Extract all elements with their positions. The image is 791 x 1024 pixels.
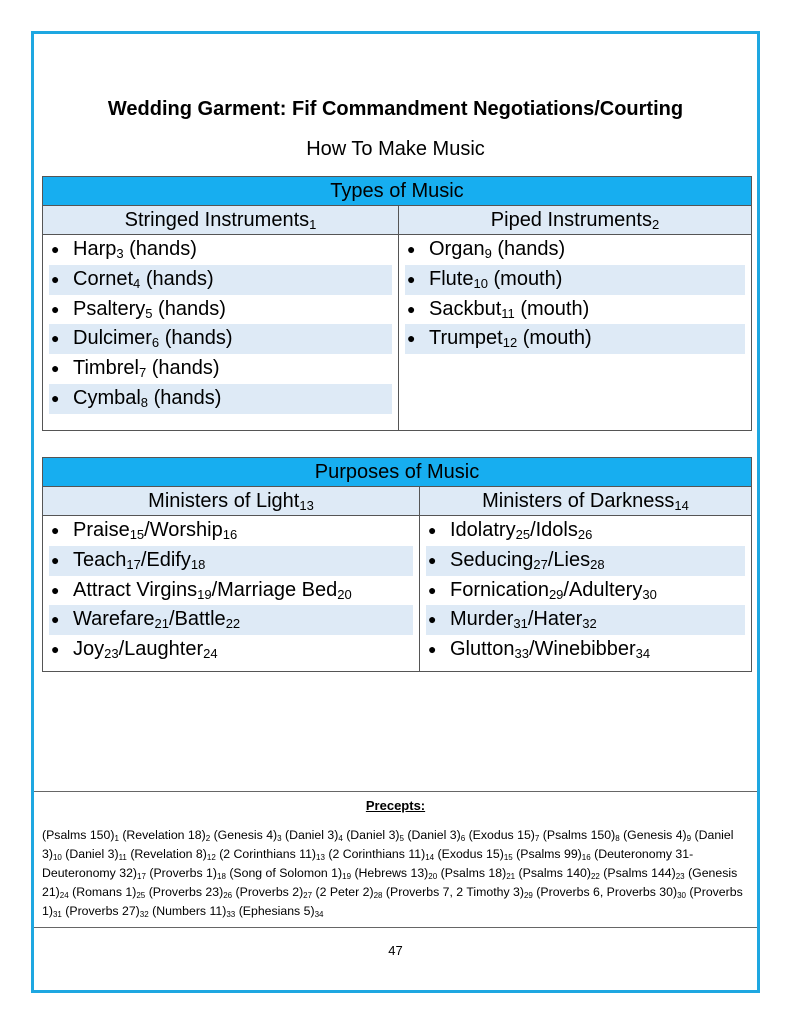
scripture-reference: (Proverbs 1) xyxy=(149,866,217,880)
scripture-reference: (Genesis 21) xyxy=(42,866,738,899)
reference-footnote: 2 xyxy=(205,834,211,843)
document-title: Wedding Garment: Fif Commandment Negotiations/Courting xyxy=(107,98,684,120)
list-item xyxy=(405,324,745,354)
item-first: Attract Virgins xyxy=(73,578,198,601)
item-detail: (mouth) xyxy=(517,327,592,350)
reference-footnote: 10 xyxy=(52,853,62,862)
reference-footnote: 21 xyxy=(506,872,516,881)
list-item xyxy=(49,576,413,606)
item-second: /Worship xyxy=(144,519,223,541)
bullet-icon: ● xyxy=(51,270,60,287)
bullet-icon: ● xyxy=(428,581,437,598)
item-name: Cymbal xyxy=(73,386,141,409)
list-item xyxy=(49,235,392,265)
reference-footnote: 5 xyxy=(399,834,404,843)
item-second: /Edify xyxy=(140,548,191,571)
scripture-reference: (Proverbs 27) xyxy=(65,904,140,918)
item-footnote: 7 xyxy=(138,365,147,381)
bullet-icon: ● xyxy=(428,522,437,538)
item-footnote: 16 xyxy=(222,527,238,542)
item-footnote: 11 xyxy=(501,305,515,321)
list-item xyxy=(405,265,745,295)
item-detail: (mouth) xyxy=(487,267,563,290)
types-of-music-banner: Types of Music xyxy=(43,177,752,206)
piped-instruments-cell xyxy=(399,235,752,431)
item-first: Warefare xyxy=(73,608,155,631)
item-footnote: 5 xyxy=(145,305,153,321)
bullet-icon: ● xyxy=(51,241,60,257)
reference-footnote: 34 xyxy=(314,910,324,919)
reference-footnote: 22 xyxy=(590,872,600,881)
bullet-icon: ● xyxy=(407,241,416,257)
reference-footnote: 26 xyxy=(223,891,233,900)
reference-footnote: 8 xyxy=(615,834,620,843)
reference-footnote: 13 xyxy=(316,853,325,862)
item-footnote: 20 xyxy=(337,586,352,602)
purposes-of-music-table xyxy=(42,457,752,672)
item-name: Trumpet xyxy=(429,327,503,350)
item-first: Seducing xyxy=(450,548,534,571)
item-name: Organ xyxy=(429,238,485,260)
scripture-reference: (Ephesians 5) xyxy=(238,904,315,918)
item-second: /Adultery xyxy=(563,578,643,601)
reference-footnote: 14 xyxy=(425,853,435,862)
scripture-reference: (Daniel 3) xyxy=(407,828,461,842)
list-item xyxy=(426,605,745,635)
scripture-reference: (Psalms 140) xyxy=(518,866,591,880)
reference-footnote: 25 xyxy=(136,891,146,900)
scripture-reference: (Proverbs 1) xyxy=(42,885,743,918)
item-first: Joy xyxy=(73,638,105,661)
item-footnote: 21 xyxy=(154,616,169,632)
reference-footnote: 16 xyxy=(581,853,591,862)
list-item xyxy=(405,295,745,325)
scripture-reference: (2 Corinthians 11) xyxy=(219,847,317,861)
header-footnote: 2 xyxy=(651,217,660,232)
scripture-reference: (2 Peter 2) xyxy=(315,885,374,899)
scripture-reference: (Proverbs 6, Proverbs 30) xyxy=(536,885,678,899)
bullet-icon: ● xyxy=(428,551,437,568)
list-item xyxy=(426,635,745,665)
header-text: Ministers of Darkness xyxy=(482,490,675,512)
item-first: Fornication xyxy=(450,578,549,601)
bullet-icon: ● xyxy=(428,611,437,628)
scripture-reference: (Psalms 150) xyxy=(542,828,616,842)
reference-footnote: 17 xyxy=(137,872,146,881)
item-detail: (hands) xyxy=(123,238,197,260)
purposes-of-music-banner: Purposes of Music xyxy=(43,458,752,487)
item-first: Glutton xyxy=(450,638,515,661)
scripture-reference: (Deuteronomy 31- Deuteronomy 32) xyxy=(42,847,694,880)
scripture-reference: (Numbers 11) xyxy=(152,904,227,918)
bullet-icon: ● xyxy=(407,270,416,287)
ministers-of-light-list xyxy=(43,516,419,671)
item-footnote: 30 xyxy=(642,586,657,602)
item-footnote: 15 xyxy=(129,527,145,542)
item-first: Teach xyxy=(73,548,127,571)
list-item xyxy=(426,516,745,546)
item-detail: (hands) xyxy=(152,297,226,320)
item-footnote: 32 xyxy=(582,616,597,632)
list-item xyxy=(49,605,413,635)
scripture-reference: (Daniel 3) xyxy=(42,828,734,861)
item-first: Murder xyxy=(450,608,514,631)
item-footnote: 9 xyxy=(484,246,492,261)
scripture-reference: (Hebrews 13) xyxy=(354,866,429,880)
ministers-of-light-header xyxy=(43,487,420,516)
list-item xyxy=(426,546,745,576)
stringed-instruments-list xyxy=(43,235,398,420)
item-footnote: 25 xyxy=(515,527,531,542)
document-subtitle: How To Make Music xyxy=(306,138,485,160)
reference-footnote: 30 xyxy=(677,891,686,900)
scripture-reference: (Psalms 144) xyxy=(603,866,676,880)
bullet-icon: ● xyxy=(51,641,60,658)
list-item xyxy=(49,384,392,414)
list-item xyxy=(49,295,392,325)
item-footnote: 31 xyxy=(513,616,528,632)
scripture-reference: (Psalms 99) xyxy=(516,847,582,861)
item-footnote: 4 xyxy=(133,275,141,291)
scripture-reference: (Daniel 3) xyxy=(65,847,119,861)
list-item xyxy=(49,324,392,354)
ministers-of-light-cell xyxy=(43,516,420,672)
item-name: Timbrel xyxy=(73,357,139,380)
scripture-reference: (Exodus 15) xyxy=(468,828,535,842)
page-frame xyxy=(31,31,760,993)
scripture-reference: (Daniel 3) xyxy=(285,828,339,842)
ministers-of-darkness-header xyxy=(420,487,752,516)
bullet-icon: ● xyxy=(407,300,416,317)
scripture-reference: (Genesis 4) xyxy=(213,828,278,842)
scripture-reference: (Revelation 18) xyxy=(122,828,206,842)
reference-footnote: 18 xyxy=(217,872,226,881)
scripture-reference: (Proverbs 2) xyxy=(235,885,304,899)
header-footnote: 14 xyxy=(674,498,689,513)
reference-footnote: 19 xyxy=(342,872,352,881)
header-text: Piped Instruments xyxy=(490,209,652,231)
item-second: /Idols xyxy=(530,519,578,541)
header-footnote: 1 xyxy=(309,217,317,232)
reference-footnote: 32 xyxy=(139,910,149,919)
item-footnote: 10 xyxy=(473,275,488,291)
list-item xyxy=(49,265,392,295)
header-text: Stringed Instruments xyxy=(124,209,310,231)
item-detail: (hands) xyxy=(148,386,222,409)
scripture-reference: (Daniel 3) xyxy=(346,828,400,842)
reference-footnote: 12 xyxy=(206,853,216,862)
item-second: /Battle xyxy=(168,608,226,631)
scripture-reference: (Romans 1) xyxy=(72,885,137,899)
item-second: /Winebibber xyxy=(528,638,636,661)
item-name: Psaltery xyxy=(73,297,146,320)
item-name: Dulcimer xyxy=(73,327,152,350)
stringed-instruments-cell xyxy=(43,235,399,431)
reference-footnote: 7 xyxy=(534,834,540,843)
item-footnote: 12 xyxy=(502,335,518,351)
page-number: 47 xyxy=(388,943,403,958)
list-item xyxy=(49,546,413,576)
item-footnote: 3 xyxy=(116,246,124,261)
scripture-reference: (Exodus 15) xyxy=(437,847,504,861)
reference-footnote: 29 xyxy=(523,891,533,900)
scripture-reference: (Psalms 150) xyxy=(42,828,115,842)
item-second: /Lies xyxy=(547,548,591,571)
reference-footnote: 23 xyxy=(675,872,685,881)
item-footnote: 34 xyxy=(635,646,651,662)
reference-footnote: 11 xyxy=(118,853,127,862)
item-footnote: 28 xyxy=(590,556,605,572)
reference-footnote: 27 xyxy=(303,891,313,900)
item-detail: (hands) xyxy=(491,238,566,260)
header-text: Ministers of Light xyxy=(148,490,300,512)
scripture-reference: (Psalms 18) xyxy=(440,866,507,880)
bullet-icon: ● xyxy=(51,300,60,317)
reference-footnote: 9 xyxy=(686,834,692,843)
stringed-instruments-header xyxy=(43,206,399,235)
reference-footnote: 31 xyxy=(52,910,62,919)
item-footnote: 26 xyxy=(577,527,593,542)
ministers-of-darkness-list xyxy=(420,516,751,671)
item-footnote: 17 xyxy=(126,556,141,572)
bullet-icon: ● xyxy=(51,330,60,347)
list-item xyxy=(49,516,413,546)
reference-footnote: 33 xyxy=(226,910,236,919)
scripture-reference: (Revelation 8) xyxy=(130,847,207,861)
bullet-icon: ● xyxy=(51,389,60,406)
types-of-music-table xyxy=(42,176,752,431)
precepts-heading: Precepts: xyxy=(365,798,426,813)
reference-footnote: 3 xyxy=(277,834,282,843)
scripture-reference: (Song of Solomon 1) xyxy=(229,866,343,880)
piped-instruments-header xyxy=(399,206,752,235)
item-name: Harp xyxy=(73,238,117,260)
scripture-reference: (Proverbs 23) xyxy=(148,885,224,899)
reference-footnote: 28 xyxy=(373,891,383,900)
precepts-references xyxy=(42,826,749,921)
reference-footnote: 1 xyxy=(114,834,119,843)
item-detail: (hands) xyxy=(159,327,233,350)
bullet-icon: ● xyxy=(51,611,60,628)
reference-footnote: 6 xyxy=(460,834,466,843)
piped-instruments-list xyxy=(399,235,751,360)
reference-footnote: 15 xyxy=(503,853,513,862)
scripture-reference: (Proverbs 7, 2 Timothy 3) xyxy=(385,885,524,899)
list-item xyxy=(49,635,413,665)
item-second: /Laughter xyxy=(118,638,204,661)
item-footnote: 18 xyxy=(190,556,206,572)
item-footnote: 19 xyxy=(197,586,212,602)
item-footnote: 23 xyxy=(104,646,119,662)
item-footnote: 8 xyxy=(140,394,149,410)
reference-footnote: 4 xyxy=(338,834,343,843)
list-item xyxy=(49,354,392,384)
bullet-icon: ● xyxy=(51,551,60,568)
bullet-icon: ● xyxy=(428,641,437,658)
item-footnote: 33 xyxy=(514,646,529,662)
item-name: Flute xyxy=(429,267,474,290)
item-detail: (mouth) xyxy=(514,297,590,320)
ministers-of-darkness-cell xyxy=(420,516,752,672)
item-footnote: 27 xyxy=(533,556,548,572)
item-name: Cornet xyxy=(73,267,134,290)
list-item xyxy=(405,235,745,265)
item-second: /Marriage Bed xyxy=(211,578,338,601)
item-first: Praise xyxy=(73,519,130,541)
bullet-icon: ● xyxy=(51,581,60,598)
item-detail: (hands) xyxy=(140,267,214,290)
bullet-icon: ● xyxy=(51,360,60,377)
item-first: Idolatry xyxy=(450,519,516,541)
bullet-icon: ● xyxy=(51,522,60,538)
list-item xyxy=(426,576,745,606)
reference-footnote: 20 xyxy=(428,872,438,881)
scripture-reference: (Genesis 4) xyxy=(623,828,687,842)
header-footnote: 13 xyxy=(299,498,314,513)
item-footnote: 22 xyxy=(225,616,241,632)
item-second: /Hater xyxy=(527,608,583,631)
reference-footnote: 24 xyxy=(59,891,69,900)
item-footnote: 24 xyxy=(203,646,218,662)
precepts-divider-bottom xyxy=(34,927,757,928)
precepts-divider-top xyxy=(34,791,757,792)
item-detail: (hands) xyxy=(146,357,220,380)
item-footnote: 6 xyxy=(151,335,160,351)
item-name: Sackbut xyxy=(429,297,502,320)
scripture-reference: (2 Corinthians 11) xyxy=(328,847,426,861)
item-footnote: 29 xyxy=(548,586,564,602)
bullet-icon: ● xyxy=(407,330,416,347)
